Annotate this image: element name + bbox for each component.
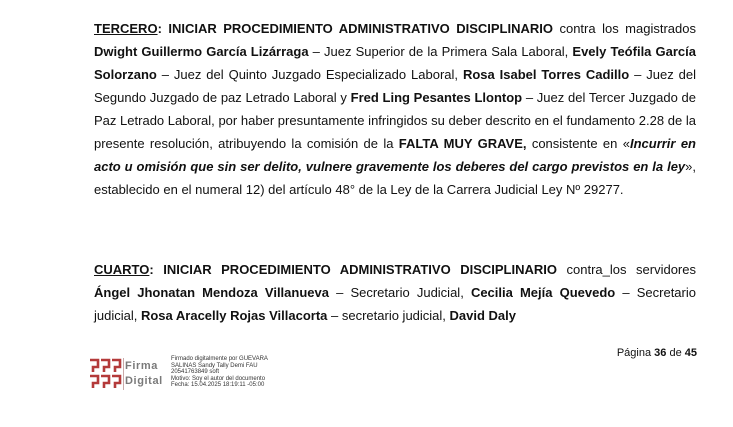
body-text: – Juez del Quinto Juzgado Especializado Laboral,	[156, 67, 463, 82]
page-current: 36	[654, 347, 667, 359]
body-text: contra_los servidores	[557, 262, 696, 277]
person-name: Rosa Isabel Torres Cadillo	[462, 67, 630, 82]
digital-signature-block	[171, 356, 321, 389]
body-text: – Juez del Tercer Juzgado de Paz Letrado Laboral, por haber presuntamente infringidos su deber descrito en el fundamento 2.28 de la presente resolución, atribuyendo la comisión de la	[94, 90, 696, 151]
falta-label: FALTA MUY GRAVE,	[398, 136, 527, 151]
body-text: consistente en «	[526, 136, 630, 151]
page-prefix: Página	[616, 347, 655, 359]
signature-line: Firmado digitalmente por GUEVARA	[171, 356, 268, 362]
body-text: – secretario judicial,	[327, 308, 450, 323]
person-name: David Daly	[449, 308, 517, 323]
firma-label: Firma	[125, 360, 158, 372]
signature-line: Fecha: 15.04.2025 18:19:11 -05:00	[171, 382, 265, 389]
digital-label: Digital	[125, 375, 163, 387]
body-text: », establecido en el numeral 12) del artículo 48° de la Ley de la Carrera Judicial Ley Nº 29277.	[94, 159, 696, 197]
section-lead: : INICIAR PROCEDIMIENTO ADMINISTRATIVO DISCIPLINARIO	[157, 21, 553, 36]
person-name: Rosa Aracelly Rojas Villacorta	[140, 308, 328, 323]
person-name: Ángel Jhonatan Mendoza Villanueva	[94, 285, 329, 300]
person-name: Cecilia Mejía Quevedo	[470, 285, 616, 300]
body-text: contra los magistrados	[553, 21, 696, 36]
section-label-cuarto: CUARTO	[94, 262, 150, 277]
section-lead: : INICIAR PROCEDIMIENTO ADMINISTRATIVO DISCIPLINARIO	[149, 262, 557, 277]
signature-line: 20541763849 soft	[171, 369, 220, 376]
page-number	[617, 347, 697, 359]
person-name: Fred Ling Pesantes Llontop	[350, 90, 523, 105]
body-text: – Secretario Judicial,	[328, 285, 471, 300]
firma-digital-logo-icon	[88, 357, 122, 391]
body-text: – Secretario judicial,	[94, 285, 696, 323]
quoted-offense: Incurrir en acto u omisión que sin ser delito, vulnere gravemente los deberes del cargo previstos en la ley	[94, 136, 696, 174]
page-sep: de	[666, 347, 685, 359]
body-text: – Juez del Segundo Juzgado de paz Letrado Laboral y	[94, 67, 696, 105]
signature-line: Motivo: Soy el autor del documento	[171, 375, 266, 382]
section-label-tercero: TERCERO	[94, 21, 158, 36]
paragraph-tercero	[94, 17, 696, 201]
logo-divider	[123, 358, 124, 390]
body-text: – Juez Superior de la Primera Sala Laboral,	[308, 44, 573, 59]
person-name: Evely Teófila García Solorzano	[94, 44, 696, 82]
page-total: 45	[684, 347, 697, 359]
person-name: Dwight Guillermo García Lizárraga	[94, 44, 309, 59]
signature-line: SALINAS Sandy Tally Demi FAU	[171, 362, 258, 369]
paragraph-cuarto	[94, 258, 696, 327]
